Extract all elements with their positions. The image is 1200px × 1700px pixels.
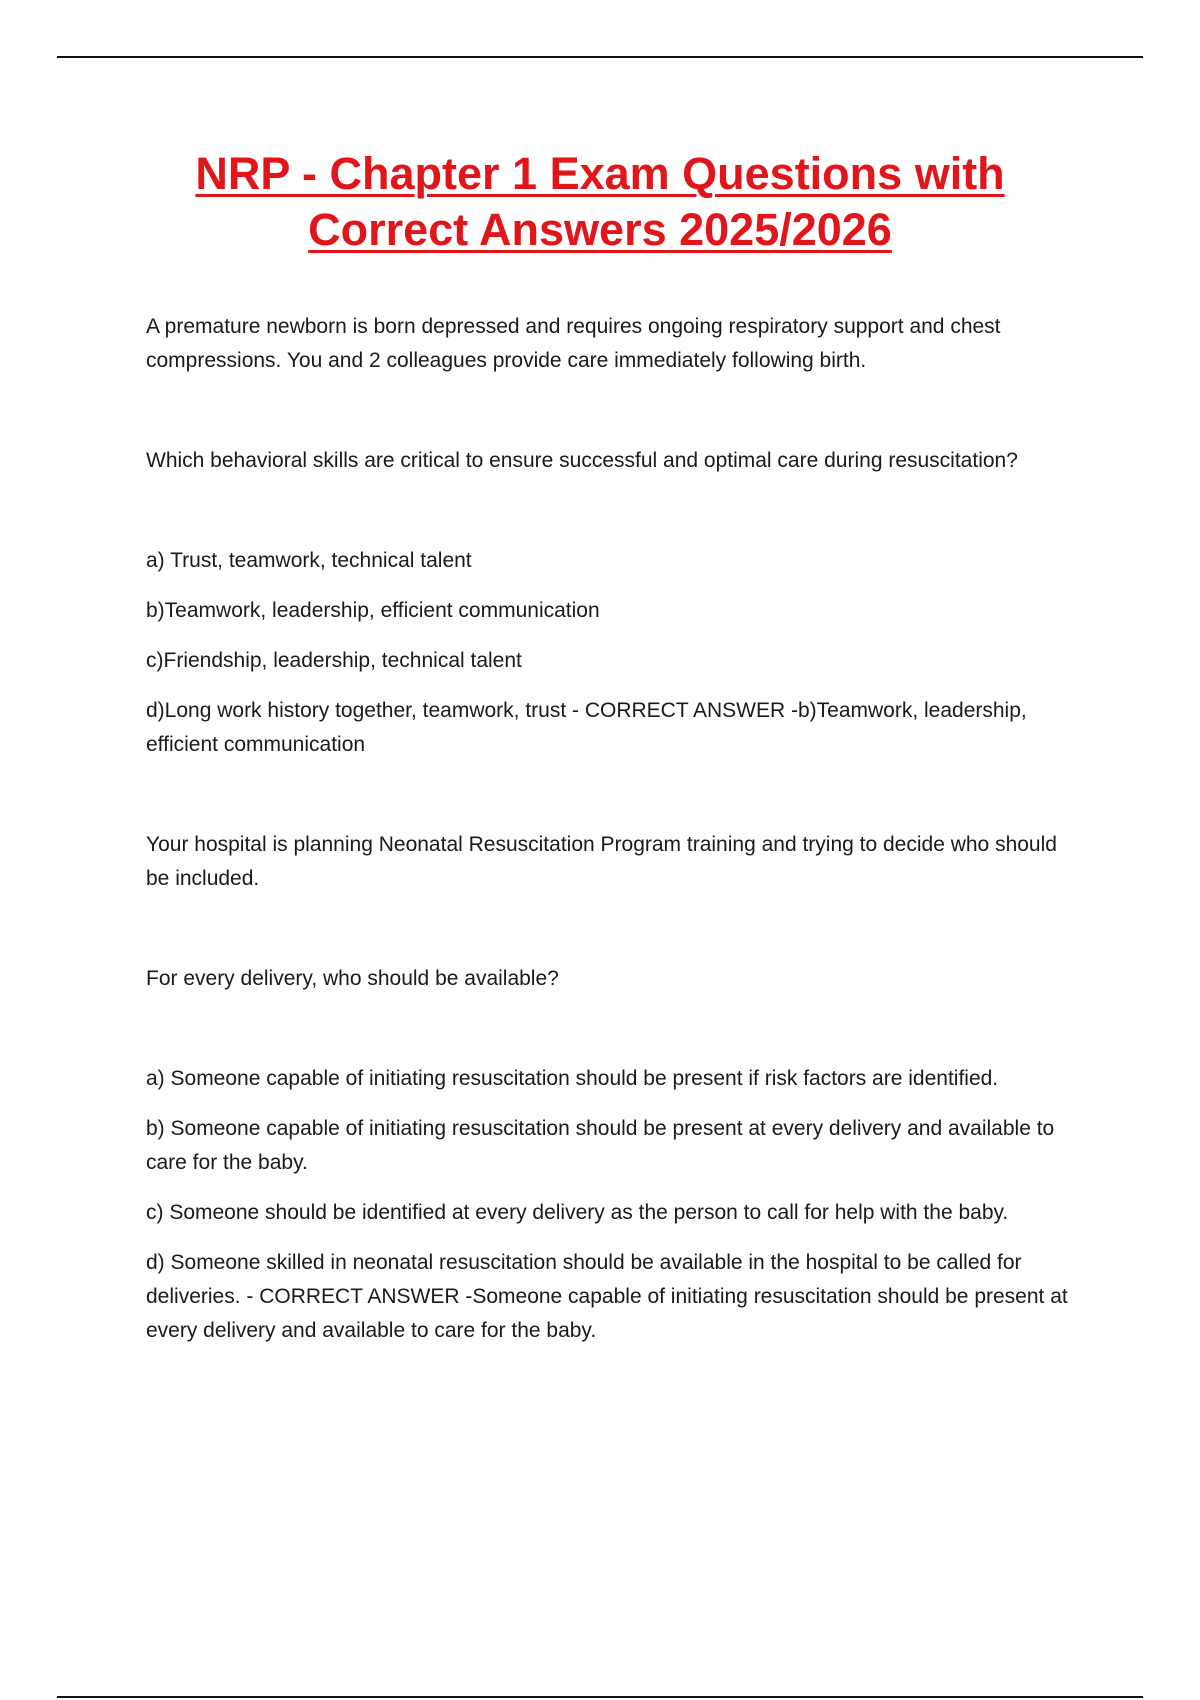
q2-question: For every delivery, who should be available?	[146, 967, 559, 990]
q2-option-a: a) Someone capable of initiating resuscitation should be present if risk factors are identified.	[146, 1067, 999, 1090]
q1-option-b: b)Teamwork, leadership, efficient communication	[146, 599, 600, 622]
q1-question: Which behavioral skills are critical to ensure successful and optimal care during resuscitation?	[146, 449, 1018, 472]
q1-option-a: a) Trust, teamwork, technical talent	[146, 549, 472, 572]
document-title	[0, 146, 1200, 258]
bottom-rule	[57, 1696, 1143, 1698]
q1-option-c: c)Friendship, leadership, technical talent	[146, 649, 522, 672]
top-rule	[57, 56, 1143, 58]
title-line-2: Correct Answers 2025/2026	[308, 204, 892, 255]
q1-scenario: A premature newborn is born depressed and requires ongoing respiratory support and chest compressions. You and 2 colleagues provide care immediately following birth.	[146, 315, 1001, 372]
q2-scenario: Your hospital is planning Neonatal Resuscitation Program training and trying to decide who should be included.	[146, 833, 1057, 890]
q2-option-b: b) Someone capable of initiating resuscitation should be present at every delivery and available to care for the baby.	[146, 1117, 1055, 1174]
title-line-1: NRP - Chapter 1 Exam Questions with	[195, 148, 1005, 199]
q2-option-c: c) Someone should be identified at every delivery as the person to call for help with the baby.	[146, 1201, 1009, 1224]
document-body	[146, 310, 1086, 1348]
q1-option-d-answer: d)Long work history together, teamwork, trust - CORRECT ANSWER -b)Teamwork, leadership, efficient communication	[146, 699, 1027, 756]
q2-option-d-answer: d) Someone skilled in neonatal resuscitation should be available in the hospital to be called for deliveries. - CORRECT ANSWER -Someone capable of initiating resuscitation should be present at every delivery and available to care for the baby.	[146, 1251, 1068, 1342]
